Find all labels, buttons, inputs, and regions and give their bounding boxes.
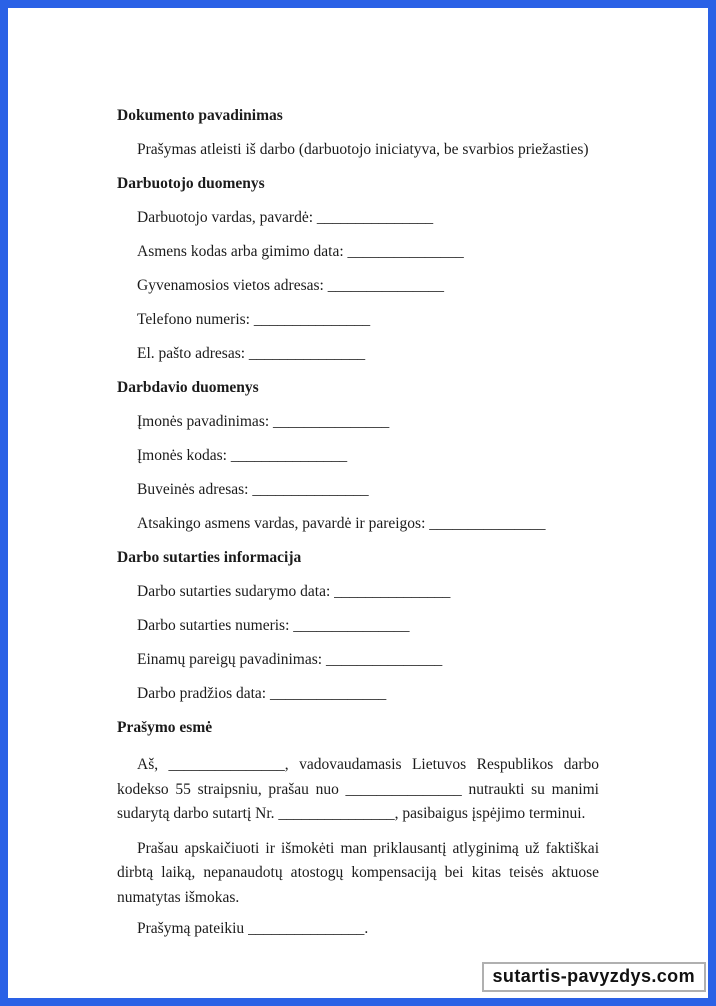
paragraph-request-main: Aš, _______________, vadovaudamasis Lietuvos Respublikos darbo kodekso 55 straipsniu, prašau nuo _______________ nutraukti su manimi sudarytą darbo sutartį Nr. _______________, pasibaigus įspėjimo terminui. — [117, 756, 599, 822]
watermark-badge: sutartis-pavyzdys.com — [482, 962, 706, 992]
field-label: Darbo pradžios data: — [137, 685, 267, 702]
form-field-phone-number — [117, 311, 599, 329]
field-label: El. pašto adresas: — [137, 345, 246, 362]
field-label: Prašymą pateikiu — [137, 920, 245, 937]
form-field-contract-date — [117, 583, 599, 601]
field-label: Einamų pareigų pavadinimas: — [137, 651, 323, 668]
form-field-company-code — [117, 447, 599, 465]
blank-line: _______________ — [252, 481, 369, 498]
blank-line: _______________ — [273, 413, 390, 430]
section-heading-darbdavio-duomenys: Darbdavio duomenys — [117, 379, 259, 396]
blank-line: _______________ — [347, 243, 464, 260]
paragraph-request-payment: Prašau apskaičiuoti ir išmokėti man priklausantį atlyginimą už faktiškai dirbtą laiką, nepanaudotų atostogų kompensaciją bei kitas teisės aktuose numatytas išmokas. — [117, 839, 599, 906]
blank-line: _______________ — [334, 583, 451, 600]
blank-line: _______________ — [316, 209, 434, 226]
section-heading-prasymo-esme: Prašymo esmė — [117, 719, 213, 736]
field-label: Gyvenamosios vietos adresas: — [137, 277, 324, 294]
blank-line: _______________ — [429, 515, 546, 532]
form-field-employee-name — [117, 209, 599, 227]
blank-line: _______________. — [248, 920, 369, 937]
form-field-company-name — [117, 413, 599, 431]
field-label: Darbuotojo vardas, pavardė: — [137, 209, 314, 226]
blank-line: _______________ — [248, 345, 366, 362]
field-label: Telefono numeris: — [137, 311, 250, 328]
blank-line: _______________ — [327, 277, 444, 294]
field-label: Atsakingo asmens vardas, pavardė ir pareigos: — [137, 515, 426, 532]
field-label: Įmonės kodas: — [137, 447, 227, 464]
field-label: Darbo sutarties numeris: — [137, 617, 290, 634]
field-label: Buveinės adresas: — [137, 481, 249, 498]
form-field-responsible-person — [117, 515, 599, 533]
field-label: Įmonės pavadinimas: — [137, 413, 270, 430]
paragraph-document-title: Prašymas atleisti iš darbo (darbuotojo iniciatyva, be svarbios priežasties) — [137, 141, 589, 158]
form-field-work-start-date — [117, 685, 599, 703]
form-field-personal-code — [117, 243, 599, 261]
blank-line: _______________ — [253, 311, 371, 328]
document-page — [8, 8, 708, 998]
section-heading-dokumento-pavadinimas: Dokumento pavadinimas — [117, 107, 283, 124]
blank-line: _______________ — [293, 617, 410, 634]
form-field-email-address — [117, 345, 599, 363]
form-field-headquarters-address — [117, 481, 599, 499]
form-field-residence-address — [117, 277, 599, 295]
form-field-contract-number — [117, 617, 599, 635]
blank-line: _______________ — [230, 447, 348, 464]
form-field-position-title — [117, 651, 599, 669]
blank-line: _______________ — [270, 685, 387, 702]
section-heading-darbo-sutarties-informacija: Darbo sutarties informacija — [117, 549, 302, 566]
document-body — [117, 107, 599, 954]
field-label: Asmens kodas arba gimimo data: — [137, 243, 344, 260]
blank-line: _______________ — [325, 651, 443, 668]
section-heading-darbuotojo-duomenys: Darbuotojo duomenys — [117, 175, 265, 192]
form-field-request-submitted — [117, 920, 599, 938]
field-label: Darbo sutarties sudarymo data: — [137, 583, 331, 600]
